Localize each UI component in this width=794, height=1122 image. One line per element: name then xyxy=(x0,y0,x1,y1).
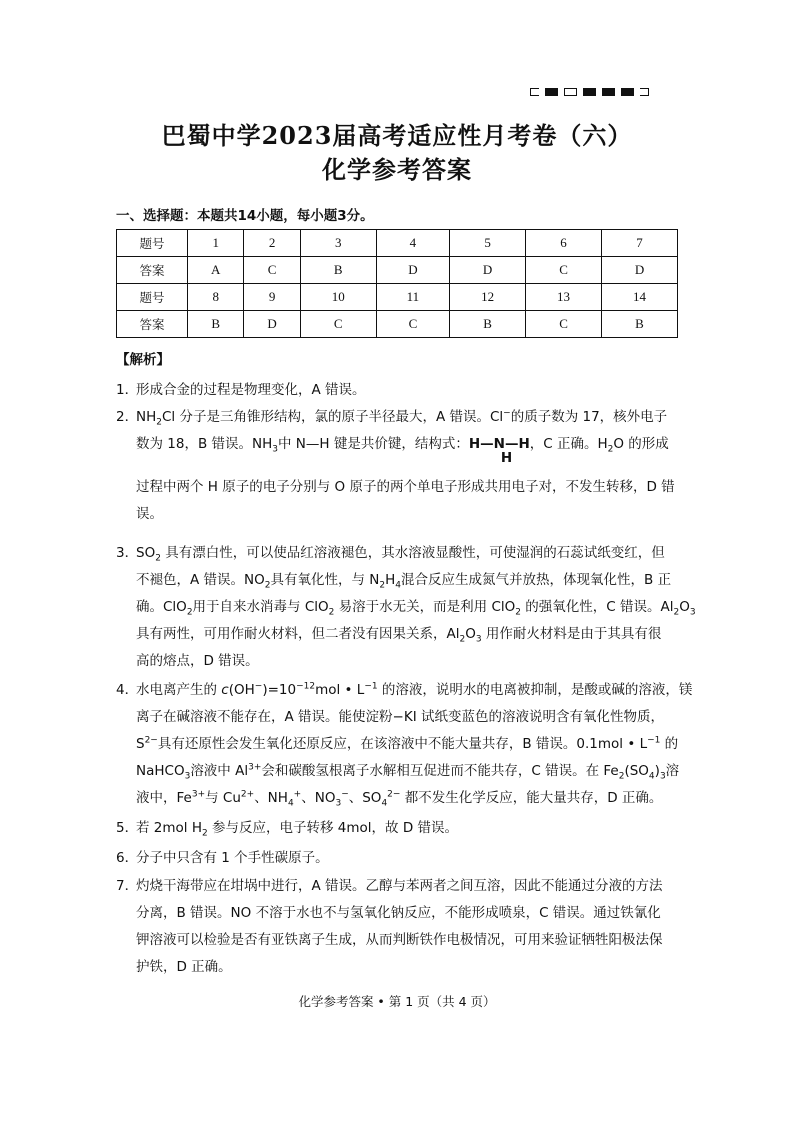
text-line: 数为 18，B 错误。$NH_3$中 N—H 键是共价键，结构式：H—N—H H ，C 正确。$H_2O$ 的形成 xyxy=(136,431,682,474)
answer-cell: D xyxy=(244,311,300,338)
item-number: 1． xyxy=(116,382,139,398)
answer-table xyxy=(116,229,678,338)
item-text: 形成合金的过程是物理变化，A 错误。 xyxy=(136,382,366,398)
row-header: 题号 xyxy=(117,230,188,257)
text-line: NaHCO$_3$溶液中 $Al^{3+}$会和碳酸氢根离子水解相互促进而不能共存，C 错误。在 $Fe_2(SO_4)_3$溶 xyxy=(136,762,680,782)
answer-cell: C xyxy=(300,311,376,338)
question-number: 5 xyxy=(450,230,526,257)
question-number: 2 xyxy=(244,230,300,257)
item-number: 4． xyxy=(116,682,139,698)
text-line: 灼烧干海带应在坩埚中进行，A 错误。乙醇与苯两者之间互溶，因此不能通过分液的方法 xyxy=(136,878,663,894)
table-row xyxy=(117,284,678,311)
table-row xyxy=(117,230,678,257)
answer-cell: C xyxy=(526,311,602,338)
question-number: 13 xyxy=(526,284,602,311)
item-number: 3． xyxy=(116,545,139,561)
question-number: 8 xyxy=(188,284,244,311)
answer-cell: D xyxy=(602,257,678,284)
question-number: 9 xyxy=(244,284,300,311)
text-line: 若 2mol $H_2$ 参与反应，电子转移 4mol，故 D 错误。 xyxy=(136,820,459,839)
text-line: $S^{2-}$具有还原性会发生氧化还原反应，在该溶液中不能大量共存，B 错误。0.1mol • $L^{-1}$ 的 xyxy=(136,735,679,752)
text-line: $SO_2$ 具有漂白性，可以使品红溶液褪色，其水溶液显酸性，可使湿润的石蕊试纸变红，但 xyxy=(136,545,665,564)
answer-cell: B xyxy=(450,311,526,338)
row-header: 答案 xyxy=(117,311,188,338)
item-number: 6． xyxy=(116,850,139,866)
page-subtitle: 化学参考答案 xyxy=(322,155,472,184)
answer-cell: D xyxy=(450,257,526,284)
question-number: 10 xyxy=(300,284,376,311)
item-number: 5． xyxy=(116,820,139,836)
row-header: 题号 xyxy=(117,284,188,311)
text-line: 钾溶液可以检验是否有亚铁离子生成，从而判断铁作电极情况，可用来验证牺牲阳极法保 xyxy=(136,932,663,948)
question-number: 11 xyxy=(376,284,449,311)
text-line: 高的熔点，D 错误。 xyxy=(136,653,259,669)
answer-cell: D xyxy=(376,257,449,284)
text-line: 误。 xyxy=(136,506,163,522)
question-number: 1 xyxy=(188,230,244,257)
text-line: 护铁，D 正确。 xyxy=(136,959,232,975)
explanation-item-1 xyxy=(116,377,682,404)
explanation-item-4 xyxy=(116,677,693,812)
explanation-item-5 xyxy=(116,815,682,842)
question-number: 4 xyxy=(376,230,449,257)
item-number: 2． xyxy=(116,409,139,425)
question-number: 14 xyxy=(602,284,678,311)
item-text: 分子中只含有 1 个手性碳原子。 xyxy=(136,850,329,866)
question-number: 7 xyxy=(602,230,678,257)
row-header: 答案 xyxy=(117,257,188,284)
text-line: 具有两性，可用作耐火材料，但二者没有因果关系，$Al_2O_3$ 用作耐火材料是由于其具有很 xyxy=(136,626,662,645)
text-line: $NH_2Cl$ 分子是三角锥形结构，氯的原子半径最大，A 错误。Cl−的质子数为 17，核外电子 xyxy=(136,408,668,428)
answer-cell: B xyxy=(300,257,376,284)
text-line: 不褪色，A 错误。$NO_2$具有氧化性，与 $N_2H_4$混合反应生成氮气并放热，体现氧化性，B 正 xyxy=(136,572,672,591)
answer-cell: C xyxy=(376,311,449,338)
text-line: 分离，B 错误。NO 不溶于水也不与氢氧化钠反应，不能形成喷泉，C 错误。通过铁氰化 xyxy=(136,905,661,921)
table-row xyxy=(117,257,678,284)
answer-cell: A xyxy=(188,257,244,284)
section-heading: 一、选择题：本题共14小题，每小题3分。 xyxy=(116,208,374,224)
analysis-label: 【解析】 xyxy=(116,352,170,368)
explanation-item-6 xyxy=(116,845,682,872)
page-footer: 化学参考答案 • 第 1 页（共 4 页） xyxy=(298,994,496,1009)
text-line: 液中，$Fe^{3+}$与 $Cu^{2+}$、$NH_4^+$、$NO_3^-$、$SO_4^{2-}$ 都不发生化学反应，能大量共存，D 正确。 xyxy=(136,789,663,809)
table-row xyxy=(117,311,678,338)
answer-cell: B xyxy=(602,311,678,338)
question-number: 6 xyxy=(526,230,602,257)
question-number: 12 xyxy=(450,284,526,311)
item-number: 7． xyxy=(116,878,139,894)
page-title: 巴蜀中学2023届高考适应性月考卷（六） xyxy=(161,121,633,150)
header-box-marks xyxy=(530,88,649,96)
answer-cell: C xyxy=(244,257,300,284)
answer-cell: C xyxy=(526,257,602,284)
text-line: 确。ClO$_2$用于自来水消毒与 ClO$_2$ 易溶于水无关，而是利用 ClO$_2$ 的强氧化性，C 错误。$Al_2O_3$ xyxy=(136,599,696,618)
nh3-structure: H—N—H H xyxy=(468,436,530,466)
text-line: 离子在碱溶液不能存在，A 错误。能使淀粉−KI 试纸变蓝色的溶液说明含有氧化性物质， xyxy=(136,709,664,725)
explanation-item-3 xyxy=(116,540,696,675)
text-line: 过程中两个 H 原子的电子分别与 O 原子的两个单电子形成共用电子对，不发生转移，D 错 xyxy=(136,479,675,495)
explanation-item-2 xyxy=(116,404,682,528)
explanation-item-7 xyxy=(116,873,682,981)
question-number: 3 xyxy=(300,230,376,257)
answer-cell: B xyxy=(188,311,244,338)
text-line: 水电离产生的 $c(OH^-)=10^{-12}mol$ • $L^{-1}$ 的溶液，说明水的电离被抑制，是酸或碱的溶液，镁 xyxy=(136,681,693,698)
